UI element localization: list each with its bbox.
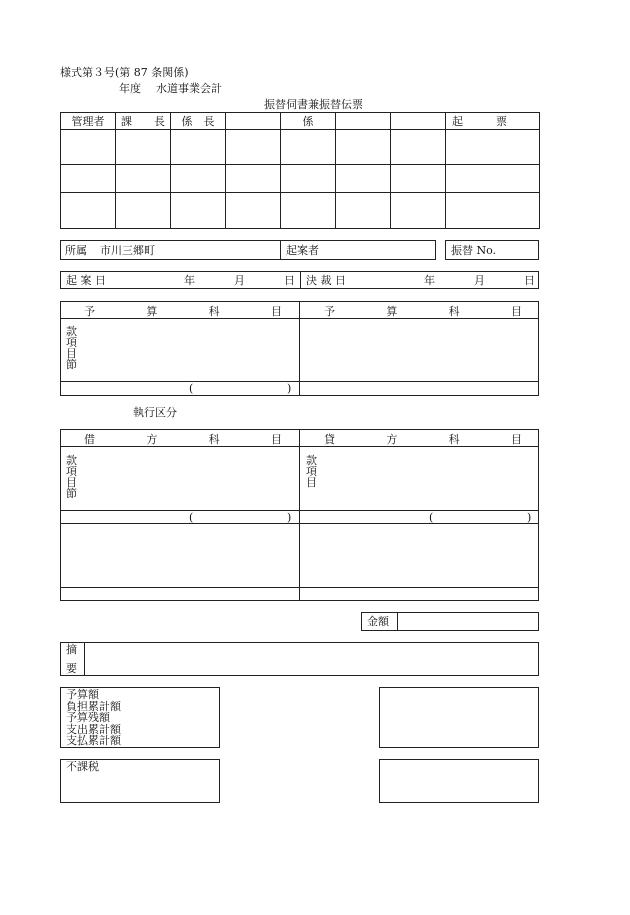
decision-date-month[interactable]: 月 — [474, 274, 485, 287]
draft-date-year[interactable]: 年 — [184, 274, 195, 287]
stamp-cell[interactable] — [336, 165, 391, 193]
stamp-cell[interactable] — [281, 193, 336, 229]
stamp-cell[interactable] — [226, 165, 281, 193]
drafter-label: 起案者 — [286, 244, 319, 257]
stamp-cell[interactable] — [446, 193, 540, 229]
affiliation-value[interactable]: 市川三郷町 — [100, 244, 155, 257]
draft-date-day[interactable]: 日 — [284, 274, 295, 287]
debit-items: 款 項 目 節 — [66, 454, 77, 500]
transfer-no-label: 振替 No. — [451, 244, 497, 257]
stamp-cell[interactable] — [61, 130, 116, 165]
debit-header: 借 方 科 目 — [84, 433, 282, 446]
totals-value-box[interactable] — [379, 687, 539, 748]
approval-header-blank-2 — [336, 113, 391, 130]
draft-date-label: 起 案 日 — [66, 274, 106, 287]
stamp-cell[interactable] — [171, 193, 226, 229]
stamp-cell[interactable] — [281, 130, 336, 165]
stamp-cell[interactable] — [61, 193, 116, 229]
tax-label: 不課税 — [66, 760, 99, 773]
stamp-cell[interactable] — [116, 165, 171, 193]
stamp-cell[interactable] — [391, 193, 446, 229]
credit-header: 貸 方 科 目 — [324, 433, 522, 446]
approval-header-staff: 係 — [281, 113, 336, 130]
stamp-cell[interactable] — [226, 130, 281, 165]
debit-paren-close: ) — [287, 511, 292, 524]
credit-paren-open: ( — [429, 511, 434, 524]
stamp-cell[interactable] — [391, 130, 446, 165]
budget-paren-close: ) — [287, 382, 292, 395]
stamp-cell[interactable] — [336, 130, 391, 165]
stamp-cell[interactable] — [226, 193, 281, 229]
approval-header-section-chief: 課 長 — [116, 113, 171, 130]
approval-header-blank-1 — [226, 113, 281, 130]
decision-date-year[interactable]: 年 — [424, 274, 435, 287]
budget-items: 款 項 目 節 — [66, 325, 77, 371]
execution-label: 執行区分 — [133, 406, 177, 419]
decision-date-day[interactable]: 日 — [524, 274, 535, 287]
stamp-cell[interactable] — [171, 130, 226, 165]
amount-label: 金額 — [367, 615, 389, 628]
debit-paren-open: ( — [189, 511, 194, 524]
totals-lines: 予算額 負担累計額 予算残額 支出累計額 支払累計額 — [66, 688, 121, 747]
stamp-cell[interactable] — [171, 165, 226, 193]
summary-label-bottom: 要 — [66, 662, 77, 675]
stamp-cell[interactable] — [116, 130, 171, 165]
approval-header-unit-chief: 係 長 — [171, 113, 226, 130]
stamp-cell[interactable] — [446, 130, 540, 165]
stamp-cell[interactable] — [391, 165, 446, 193]
credit-items: 款 項 目 — [306, 454, 317, 489]
stamp-cell[interactable] — [116, 193, 171, 229]
approval-header-blank-3 — [391, 113, 446, 130]
stamp-cell[interactable] — [61, 165, 116, 193]
affiliation-label: 所属 — [65, 244, 87, 257]
approval-grid — [60, 112, 540, 229]
form-title: 振替伺書兼振替伝票 — [264, 98, 363, 111]
budget-paren-open: ( — [189, 382, 194, 395]
stamp-cell[interactable] — [281, 165, 336, 193]
decision-date-label: 決 裁 日 — [306, 274, 346, 287]
approval-header-drafter: 起 票 — [446, 113, 540, 130]
fiscal-year-label: 年度 — [119, 82, 141, 95]
stamp-cell[interactable] — [336, 193, 391, 229]
budget-header-right: 予 算 科 目 — [324, 305, 522, 318]
tax-value-box[interactable] — [379, 759, 539, 803]
credit-paren-close: ) — [527, 511, 532, 524]
account-name: 水道事業会計 — [156, 82, 222, 95]
stamp-cell[interactable] — [446, 165, 540, 193]
summary-box[interactable] — [60, 642, 539, 676]
budget-header-left: 予 算 科 目 — [84, 305, 282, 318]
summary-label-top: 摘 — [66, 643, 77, 656]
approval-header-manager: 管理者 — [61, 113, 116, 130]
draft-date-month[interactable]: 月 — [234, 274, 245, 287]
form-number: 様式第３号(第 87 条関係) — [60, 66, 189, 79]
